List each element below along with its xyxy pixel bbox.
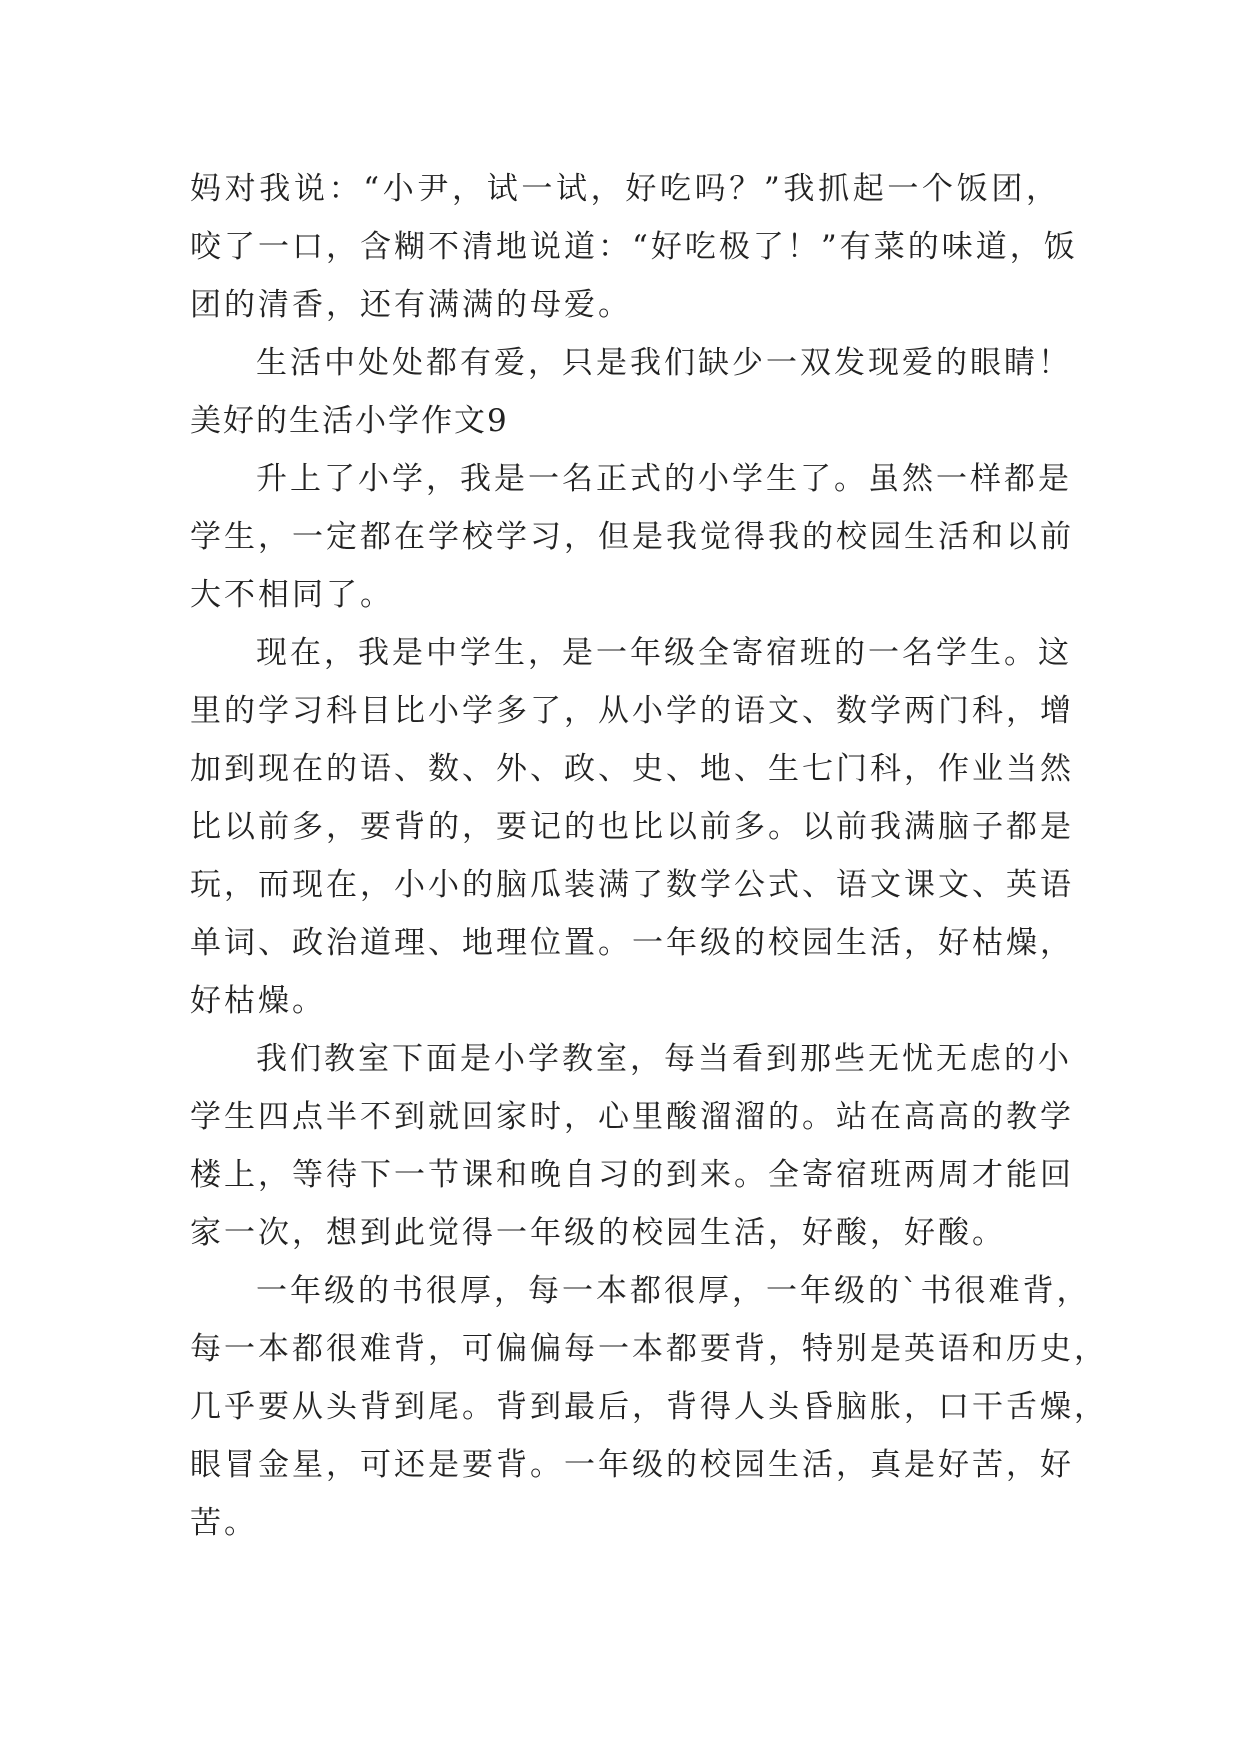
text-line: 楼上，等待下一节课和晚自习的到来。全寄宿班两周才能回 [190,1157,1074,1193]
paragraph-first-line: 我们教室下面是小学教室，每当看到那些无忧无虑的小 [256,1041,1072,1077]
text-line: 眼冒金星，可还是要背。一年级的校园生活，真是好苦，好 [190,1447,1074,1483]
text-line: 好枯燥。 [190,983,326,1019]
text-line: 学生四点半不到就回家时，心里酸溜溜的。站在高高的教学 [190,1099,1074,1135]
text-line: 团的清香，还有满满的母爱。 [190,287,632,323]
text-line: 学生，一定都在学校学习，但是我觉得我的校园生活和以前 [190,519,1074,555]
text-line: 单词、政治道理、地理位置。一年级的校园生活，好枯燥， [190,925,1074,961]
text-line: 几乎要从头背到尾。背到最后，背得人头昏脑胀，口干舌燥， [190,1389,1108,1425]
text-line: 玩，而现在，小小的脑瓜装满了数学公式、语文课文、英语 [190,867,1074,903]
text-line: 加到现在的语、数、外、政、史、地、生七门科，作业当然 [190,751,1074,787]
text-line: 比以前多，要背的，要记的也比以前多。以前我满脑子都是 [190,809,1074,845]
text-line: 苦。 [190,1505,258,1541]
paragraph-first-line: 一年级的书很厚，每一本都很厚，一年级的`书很难背， [256,1273,1091,1309]
document-body [190,160,1108,1552]
paragraph-first-line: 生活中处处都有爱，只是我们缺少一双发现爱的眼睛！ [256,345,1072,381]
text-line: 大不相同了。 [190,577,394,613]
text-line: 里的学习科目比小学多了，从小学的语文、数学两门科，增 [190,693,1074,729]
text-line: 咬了一口，含糊不清地说道：“好吃极了！”有菜的味道，饭 [190,229,1078,265]
paragraph-first-line: 升上了小学，我是一名正式的小学生了。虽然一样都是 [256,461,1072,497]
text-line: 家一次，想到此觉得一年级的校园生活，好酸，好酸。 [190,1215,1006,1251]
paragraph-first-line: 现在，我是中学生，是一年级全寄宿班的一名学生。这 [256,635,1072,671]
text-line: 每一本都很难背，可偏偏每一本都要背，特别是英语和历史， [190,1331,1108,1367]
section-heading: 美好的生活小学作文9 [190,403,509,439]
text-line: 妈对我说：“小尹，试一试，好吃吗？”我抓起一个饭团， [190,171,1060,207]
